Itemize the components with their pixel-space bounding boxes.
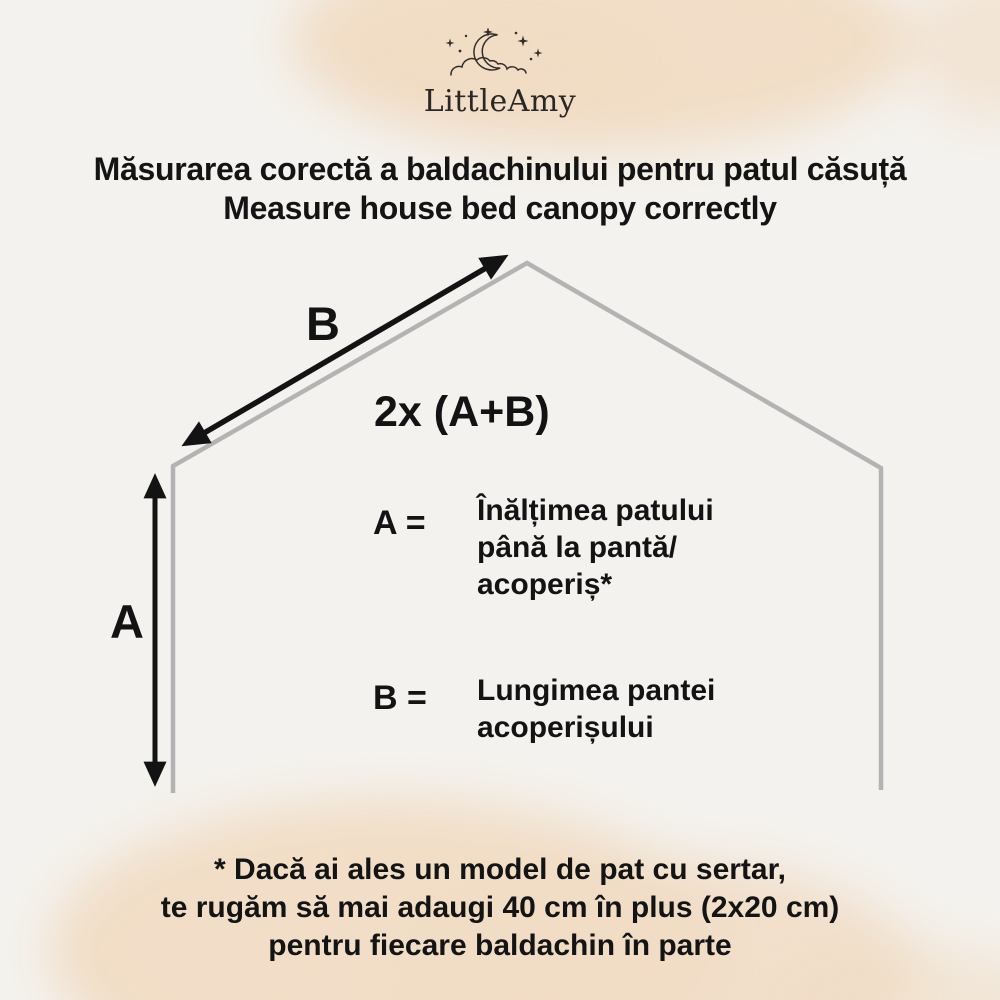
definition-b <box>373 672 715 746</box>
page-title <box>0 150 1000 228</box>
definition-line: acoperișului <box>477 711 654 744</box>
roof-slope-label-b: B <box>306 297 340 350</box>
canopy-formula: 2x (A+B) <box>374 388 550 436</box>
footnote-line: te rugăm să mai adaugi 40 cm în plus (2x20 cm) <box>160 891 840 924</box>
wall-height-label-a: A <box>110 595 144 648</box>
definition-line: Înălțimea patului <box>477 494 714 527</box>
page-title-en: Measure house bed canopy correctly <box>223 190 777 226</box>
footnote-line: pentru fiecare baldachin în parte <box>268 929 732 962</box>
drawer-model-footnote <box>0 851 1000 965</box>
definition-line: acoperiș* <box>477 568 613 601</box>
brand-name: LittleAmy <box>423 84 577 119</box>
page-title-ro: Măsurarea corectă a baldachinului pentru patul căsuță <box>93 151 907 187</box>
definition-line: până la pantă/ <box>477 531 678 564</box>
footnote-line: * Dacă ai ales un model de pat cu sertar, <box>214 853 786 886</box>
definition-a <box>373 492 714 603</box>
definition-b-term: B = <box>373 679 427 717</box>
brand-header <box>0 28 1000 119</box>
definition-a-text <box>477 492 714 603</box>
definition-line: Lungimea pantei <box>477 674 716 707</box>
definition-b-text <box>477 672 715 746</box>
moon-cloud-stars-icon <box>435 28 565 82</box>
definition-a-term: A = <box>373 504 426 542</box>
